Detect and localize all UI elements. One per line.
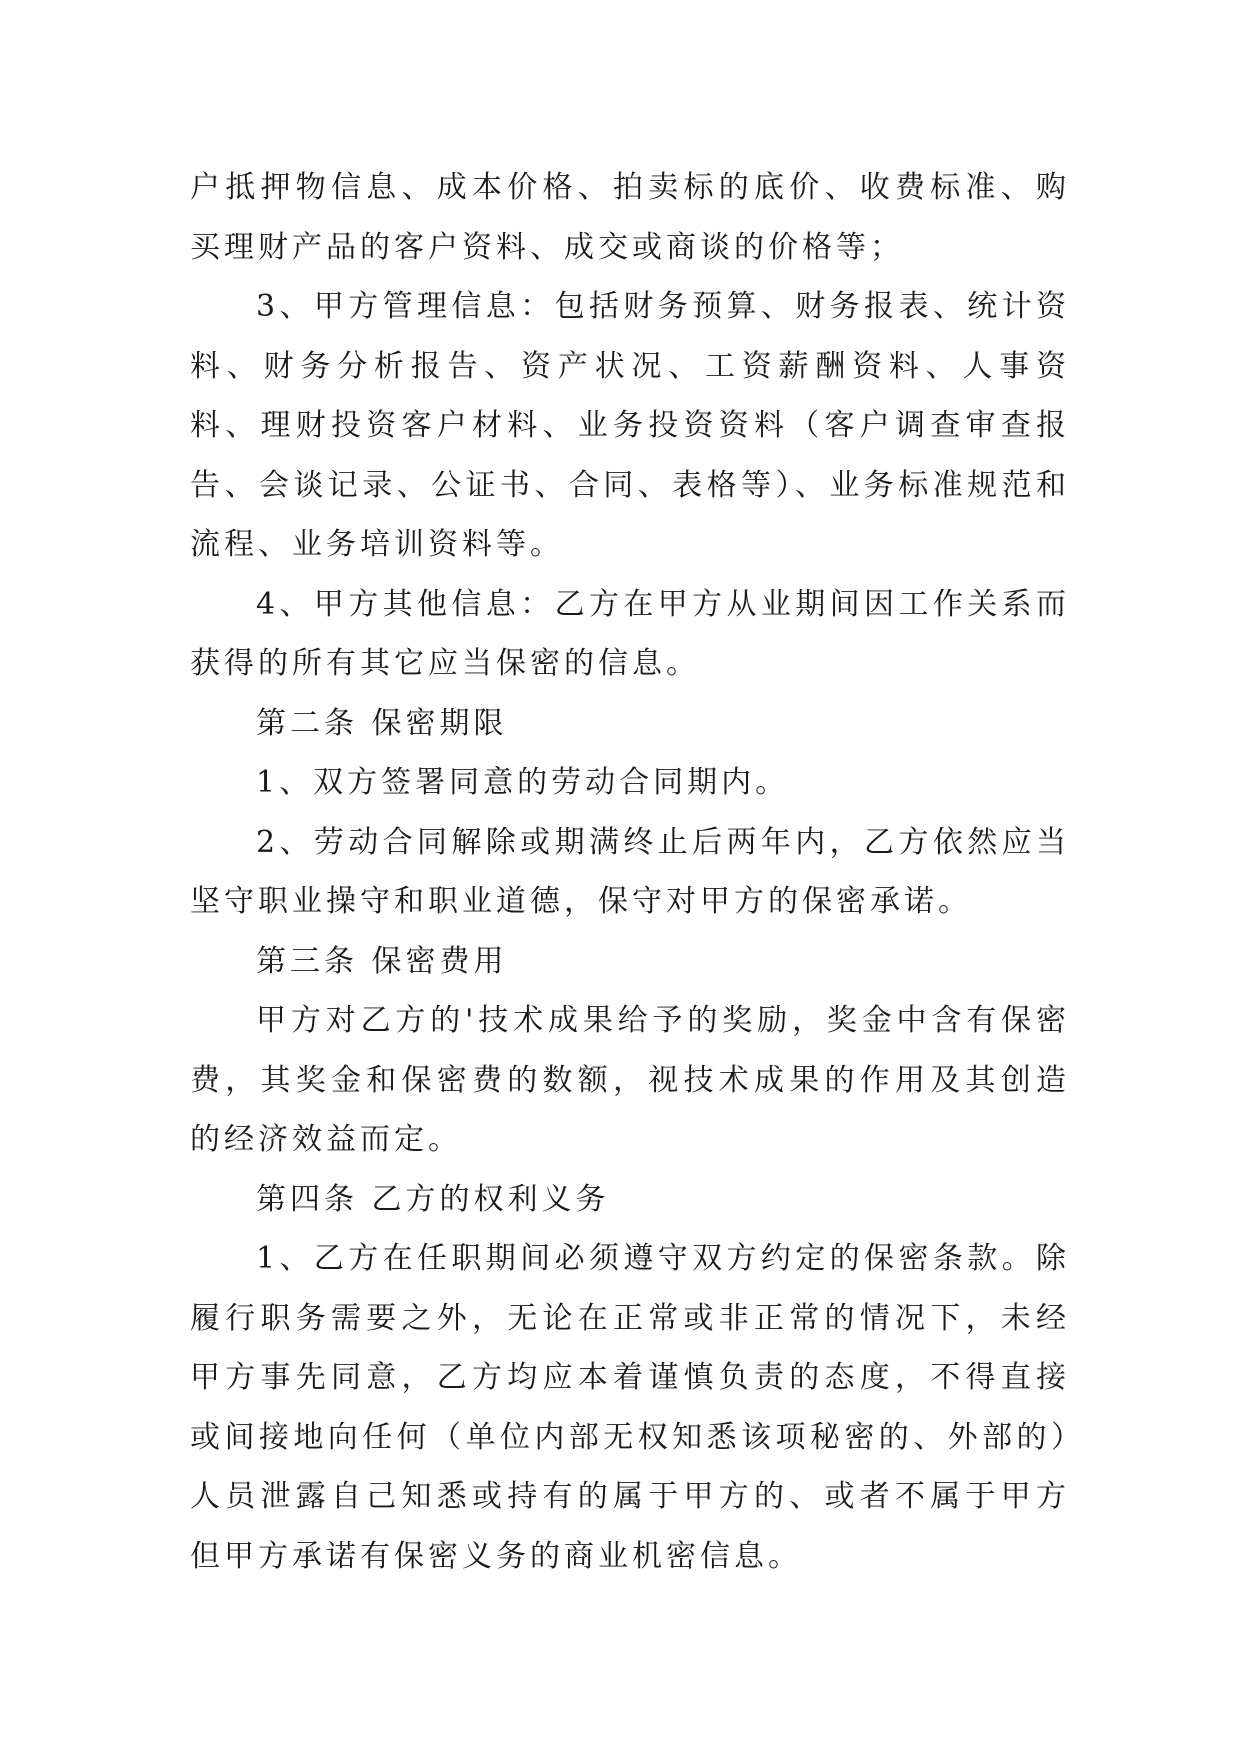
- article-3-heading: 第三条 保密费用: [256, 943, 508, 979]
- paragraph-obligation-1: 1、乙方在任职期间必须遵守双方约定的保密条款。除履行职务需要之外，无论在正常或非正常的情况下，未经甲方事先同意，乙方均应本着谨慎负责的态度，不得直接或间接地向任何（单位内部无权知悉该项秘密的、外部的）人员泄露自己知悉或持有的属于甲方的、或者不属于甲方但甲方承诺有保密义务的商业机密信息。: [190, 1241, 1070, 1574]
- paragraph-continued-list: 户抵押物信息、成本价格、拍卖标的底价、收费标准、购买理财产品的客户资料、成交或商谈的价格等；: [190, 170, 1070, 265]
- article-4-heading: 第四条 乙方的权利义务: [256, 1181, 610, 1217]
- paragraph-confidentiality-fee: 甲方对乙方的'技术成果给予的奖励，奖金中含有保密费，其奖金和保密费的数额，视技术成果的作用及其创造的经济效益而定。: [190, 1003, 1070, 1157]
- document-body: [190, 158, 1070, 1586]
- article-2-heading: 第二条 保密期限: [256, 705, 508, 741]
- paragraph-term-1: 1、双方签署同意的劳动合同期内。: [256, 765, 790, 800]
- paragraph-term-2: 2、劳动合同解除或期满终止后两年内，乙方依然应当坚守职业操守和职业道德，保守对甲方的保密承诺。: [190, 824, 1070, 919]
- paragraph-management-info: 3、甲方管理信息：包括财务预算、财务报表、统计资料、财务分析报告、资产状况、工资薪酬资料、人事资料、理财投资客户材料、业务投资资料（客户调查审查报告、会谈记录、公证书、合同、表格等）、业务标准规范和流程、业务培训资料等。: [190, 289, 1070, 562]
- paragraph-other-info: 4、甲方其他信息：乙方在甲方从业期间因工作关系而获得的所有其它应当保密的信息。: [190, 586, 1070, 681]
